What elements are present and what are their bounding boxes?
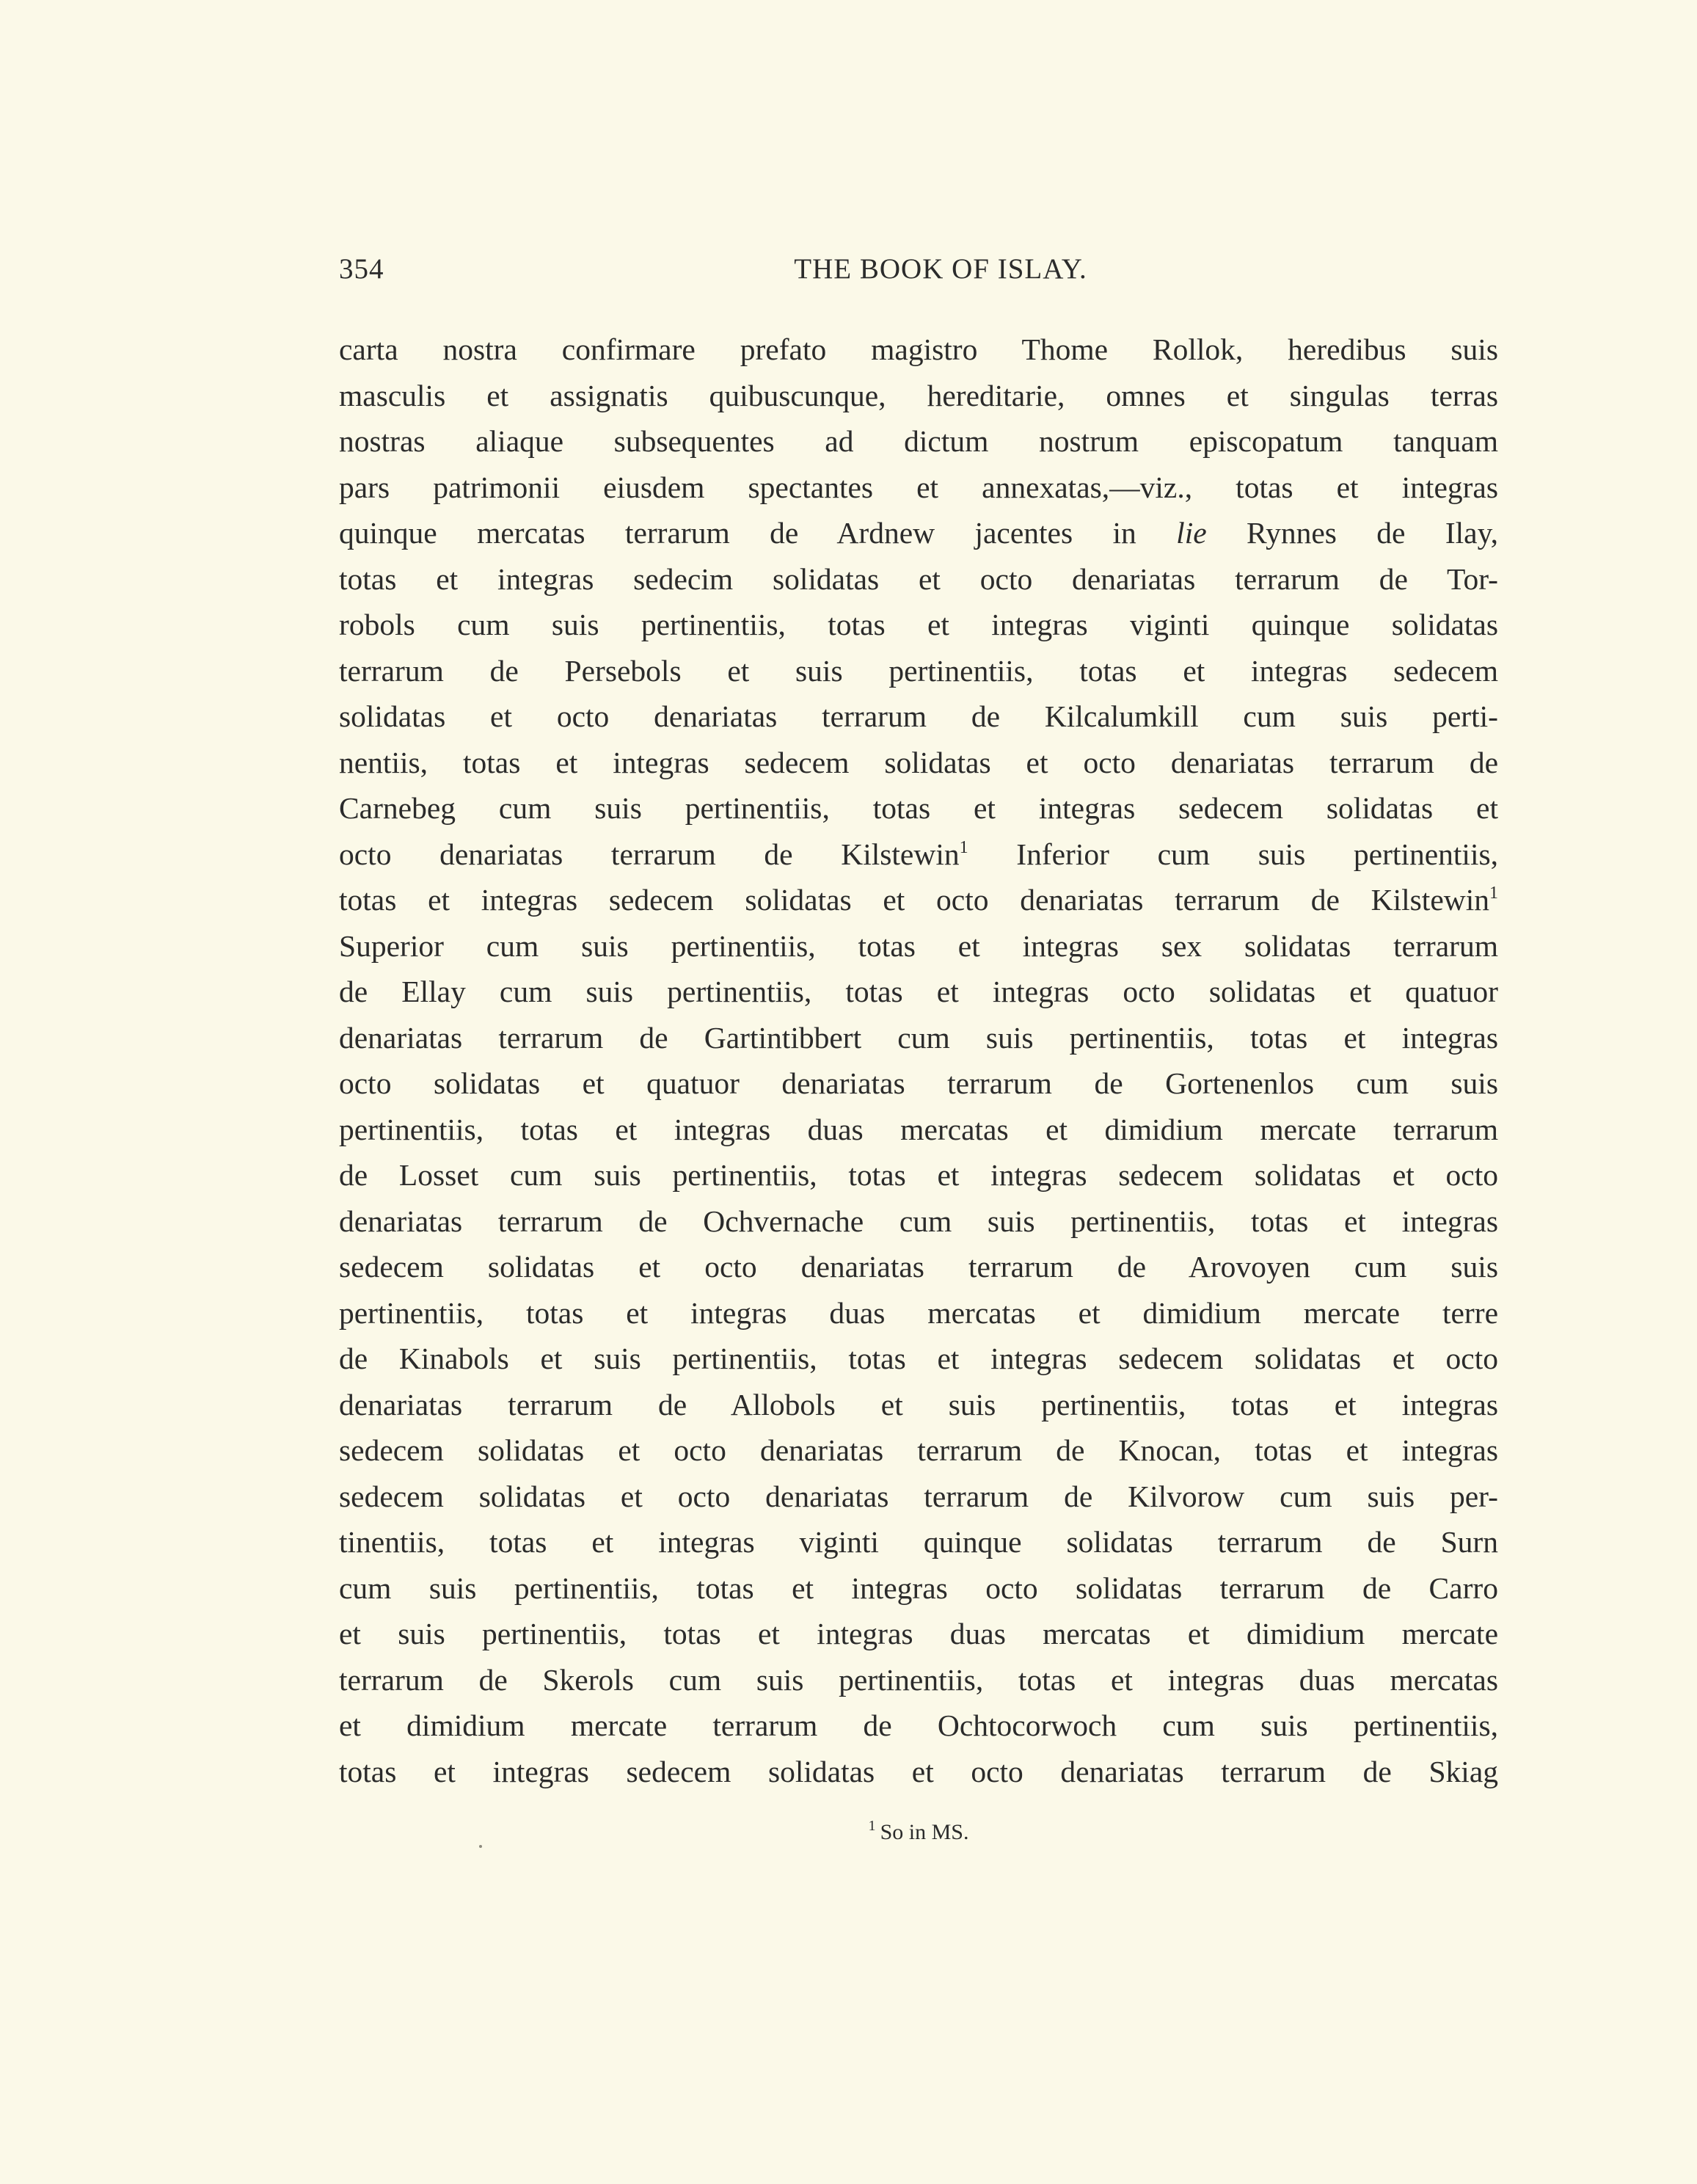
text-line: pertinentiis, totas et integras duas mercatas et dimidium mercate terre [339,1295,1498,1330]
italic-word: lie [1176,516,1207,550]
text-line: Carnebeg cum suis pertinentiis, totas et integras sedecem solidatas et [339,791,1498,825]
footnote-reference: 1 [959,837,968,857]
footnote-text: So in MS. [880,1820,969,1844]
text-line: sedecem solidatas et octo denariatas terrarum de Arovoyen cum suis [339,1250,1498,1284]
text-line: tinentiis, totas et integras viginti quinque solidatas terrarum de Surn [339,1525,1498,1559]
text-line: carta nostra confirmare prefato magistro Thome Rollok, heredibus suis [339,332,1498,366]
running-head [339,252,1498,289]
text-line: sedecem solidatas et octo denariatas terrarum de Knocan, totas et integras [339,1433,1498,1467]
text-line: pars patrimonii eiusdem spectantes et annexatas,—viz., totas et integras [339,470,1498,504]
text-line: terrarum de Skerols cum suis pertinentiis, totas et integras duas mercatas [339,1662,1498,1697]
text-line: masculis et assignatis quibuscunque, hereditarie, omnes et singulas terras [339,378,1498,412]
text-line: octo denariatas terrarum de Kilstewin$^1$ Inferior cum suis pertinentiis, [339,837,1498,871]
footnote-mark: 1 [868,1818,876,1834]
text-line: denariatas terrarum de Allobols et suis pertinentiis, totas et integras [339,1387,1498,1422]
text-line: et dimidium mercate terrarum de Ochtocorwoch cum suis pertinentiis, [339,1708,1498,1742]
text-line: totas et integras sedecim solidatas et octo denariatas terrarum de Tor- [339,561,1498,596]
footnote [339,1820,1498,1845]
text-line: robols cum suis pertinentiis, totas et integras viginti quinque solidatas [339,608,1498,641]
text-line: cum suis pertinentiis, totas et integras octo solidatas terrarum de Carro [339,1570,1498,1605]
page-speck [479,1845,482,1848]
text-line: octo solidatas et quatuor denariatas terrarum de Gortenenlos cum suis [339,1066,1498,1100]
text-line: nostras aliaque subsequentes ad dictum nostrum episcopatum tanquam [339,424,1498,458]
running-title: THE BOOK OF ISLAY. [794,253,1087,285]
text-line: Superior cum suis pertinentiis, totas et integras sex solidatas terrarum [339,928,1498,963]
text-line: et suis pertinentiis, totas et integras duas mercatas et dimidium mercate [339,1617,1498,1650]
text-line: totas et integras sedecem solidatas et octo denariatas terrarum de Skiag [339,1754,1498,1788]
text-line: denariatas terrarum de Ochvernache cum suis pertinentiis, totas et integras [339,1204,1498,1238]
footnote-reference: 1 [1489,884,1498,903]
text-line: quinque mercatas terrarum de Ardnew jacentes in lie Rynnes de Ilay, [339,516,1499,550]
page-number: 354 [339,253,384,285]
text-line: terrarum de Persebols et suis pertinentiis, totas et integras sedecem [339,653,1498,688]
text-line: totas et integras sedecem solidatas et octo denariatas terrarum de Kilstewin$^1$ [339,883,1498,917]
text-line: solidatas et octo denariatas terrarum de Kilcalumkill cum suis perti- [339,699,1498,733]
text-line: de Losset cum suis pertinentiis, totas et integras sedecem solidatas et octo [339,1158,1498,1192]
body-text [339,327,1498,1794]
text-line: de Kinabols et suis pertinentiis, totas et integras sedecem solidatas et octo [339,1342,1498,1375]
text-line: pertinentiis, totas et integras duas mercatas et dimidium mercate terrarum [339,1112,1498,1146]
text-line: sedecem solidatas et octo denariatas terrarum de Kilvorow cum suis per- [339,1479,1498,1513]
text-line: de Ellay cum suis pertinentiis, totas et integras octo solidatas et quatuor [339,975,1498,1008]
text-line: nentiis, totas et integras sedecem solidatas et octo denariatas terrarum de [339,745,1498,779]
text-line: denariatas terrarum de Gartintibbert cum suis pertinentiis, totas et integras [339,1020,1498,1055]
